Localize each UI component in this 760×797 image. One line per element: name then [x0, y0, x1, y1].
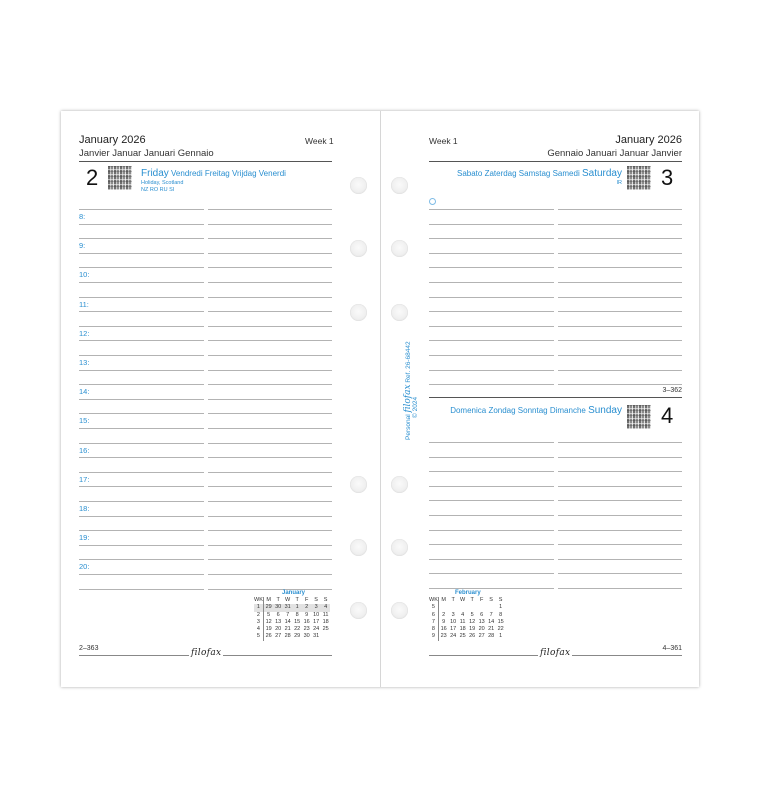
left-week-label: Week 1: [305, 136, 334, 146]
writing-line: [558, 500, 682, 501]
calendar-day-cell: [438, 604, 448, 611]
right-month-title: January 2026: [615, 134, 682, 146]
calendar-day-cell: 9: [442, 618, 446, 625]
calendar-day-cell: 4: [461, 611, 465, 618]
writing-line: [429, 282, 554, 283]
writing-line: [208, 326, 332, 327]
calendar-day-cell: 7: [286, 611, 290, 618]
calendar-week-number: 8: [429, 626, 438, 633]
calendar-header-cell: T: [451, 597, 455, 603]
calendar-header-cell: F: [479, 597, 484, 603]
writing-line: [429, 253, 554, 254]
writing-line: [208, 399, 332, 400]
writing-line: [79, 355, 204, 356]
writing-line: [429, 573, 554, 574]
calendar-day-cell: 26: [469, 633, 476, 640]
calendar-week-number: 3: [254, 619, 263, 626]
writing-line: [79, 384, 204, 385]
writing-line: [558, 573, 682, 574]
calendar-day-cell: 12: [265, 618, 272, 625]
writing-line: [208, 413, 332, 414]
calendar-day-cell: 23: [303, 626, 310, 633]
calendar-day-cell: 11: [459, 618, 466, 625]
calendar-day-cell: 3: [451, 611, 455, 618]
calendar-day-cell: 30: [303, 633, 310, 640]
ring-hole: [391, 304, 408, 321]
writing-line: [558, 224, 682, 225]
writing-line: [558, 297, 682, 298]
writing-line: [208, 297, 332, 298]
calendar-day-cell: 19: [265, 626, 272, 633]
january-mini-calendar-title: January: [282, 590, 306, 596]
writing-line: [79, 399, 204, 400]
day-name-saturday: Sabato Zaterdag Samstag Samedi Saturday: [456, 168, 622, 179]
writing-line: [79, 530, 204, 531]
writing-line: [208, 253, 332, 254]
writing-line: [208, 574, 332, 575]
writing-line: [79, 589, 204, 590]
qr-code-icon: [108, 166, 132, 190]
day-number-saturday: 3: [661, 165, 674, 190]
writing-line: [79, 457, 204, 458]
ring-hole: [350, 177, 367, 194]
calendar-day-cell: 1: [499, 633, 503, 640]
writing-line: [429, 500, 554, 501]
writing-line: [429, 442, 554, 443]
calendar-day-cell: 17: [313, 618, 320, 625]
hour-label: 20:: [79, 562, 90, 571]
calendar-day-cell: 26: [265, 633, 272, 640]
calendar-header-cell: S: [489, 597, 493, 603]
writing-line: [79, 253, 204, 254]
calendar-day-cell: 16: [440, 626, 447, 633]
writing-line: [208, 282, 332, 283]
calendar-day-cell: 2: [442, 611, 446, 618]
calendar-day-cell: 14: [284, 618, 291, 625]
ring-hole: [391, 602, 408, 619]
saturday-page-code: 3–362: [662, 387, 682, 394]
writing-line: [558, 457, 682, 458]
hour-label: 18:: [79, 504, 90, 513]
calendar-header-cell: W: [285, 597, 291, 603]
weekend-divider-rule: [429, 397, 682, 398]
writing-line: [429, 209, 554, 210]
writing-line: [208, 472, 332, 473]
february-mini-calendar-title: February: [455, 590, 481, 596]
calendar-day-cell: 11: [322, 611, 329, 618]
writing-line: [208, 238, 332, 239]
writing-line: [558, 442, 682, 443]
writing-line: [79, 428, 204, 429]
right-header-rule: [429, 161, 682, 162]
writing-line: [558, 515, 682, 516]
right-page-code: 4–361: [662, 645, 682, 652]
writing-line: [79, 267, 204, 268]
writing-line: [208, 501, 332, 502]
writing-line: [429, 486, 554, 487]
calendar-week-number: 2: [254, 612, 263, 619]
calendar-day-cell: 29: [294, 633, 301, 640]
hour-label: 17:: [79, 475, 90, 484]
ring-hole: [391, 240, 408, 257]
writing-line: [79, 501, 204, 502]
calendar-header-cell: M: [266, 597, 271, 603]
writing-line: [429, 340, 554, 341]
left-header-rule: [79, 161, 332, 162]
writing-line: [429, 457, 554, 458]
ring-hole: [391, 539, 408, 556]
calendar-day-cell: 13: [275, 618, 282, 625]
calendar-day-cell: 4: [321, 604, 331, 611]
writing-line: [208, 340, 332, 341]
writing-line: [429, 370, 554, 371]
writing-line: [558, 384, 682, 385]
writing-line: [558, 282, 682, 283]
writing-line: [208, 589, 332, 590]
calendar-header-cell: S: [498, 597, 503, 603]
writing-line: [429, 588, 554, 589]
day-name-sunday: Domenica Zondag Sonntag Dimanche Sunday: [450, 405, 622, 416]
calendar-header-cell: S: [323, 597, 328, 603]
calendar-day-cell: 8: [295, 611, 299, 618]
calendar-day-cell: 2: [302, 604, 312, 611]
writing-line: [429, 311, 554, 312]
writing-line: [558, 267, 682, 268]
writing-line: [208, 224, 332, 225]
calendar-day-cell: 1: [499, 604, 503, 611]
calendar-day-cell: [467, 604, 477, 611]
writing-line: [208, 355, 332, 356]
calendar-week-number: 6: [429, 612, 438, 619]
calendar-header-cell: WK: [429, 597, 438, 603]
calendar-header-cell: F: [304, 597, 309, 603]
calendar-week-number: 7: [429, 619, 438, 626]
calendar-day-cell: 23: [440, 633, 447, 640]
calendar-day-cell: 19: [469, 626, 476, 633]
writing-line: [558, 355, 682, 356]
day-number-friday: 2: [86, 165, 99, 190]
ring-hole: [350, 304, 367, 321]
calendar-day-cell: 24: [313, 626, 320, 633]
calendar-week-number: 5: [429, 604, 438, 611]
hour-label: 16:: [79, 446, 90, 455]
writing-line: [79, 340, 204, 341]
calendar-day-cell: 27: [275, 633, 282, 640]
calendar-week-number: 1: [254, 604, 263, 611]
writing-line: [429, 355, 554, 356]
calendar-day-cell: 21: [284, 626, 291, 633]
writing-line: [208, 428, 332, 429]
ring-hole: [350, 539, 367, 556]
right-month-translations: Gennaio Januari Januar Janvier: [547, 148, 682, 159]
calendar-day-cell: 3: [311, 604, 321, 611]
writing-line: [208, 443, 332, 444]
hour-label: 12:: [79, 329, 90, 338]
calendar-day-cell: 30: [275, 604, 282, 611]
ring-hole: [350, 240, 367, 257]
calendar-header-cell: S: [314, 597, 318, 603]
writing-line: [429, 559, 554, 560]
calendar-day-cell: 31: [313, 633, 320, 640]
saturday-regions: IR: [616, 180, 622, 186]
calendar-day-cell: 25: [322, 626, 329, 633]
writing-line: [208, 486, 332, 487]
january-mini-calendar: [254, 597, 330, 641]
holiday-note: Holiday, Scotland: [141, 180, 184, 186]
calendar-day-cell: 6: [480, 611, 484, 618]
filofax-logo: filofax: [540, 648, 571, 658]
calendar-header-cell: M: [441, 597, 446, 603]
calendar-day-cell: 17: [450, 626, 457, 633]
writing-line: [79, 545, 204, 546]
writing-line: [558, 559, 682, 560]
calendar-header-cell: T: [276, 597, 280, 603]
writing-line: [429, 297, 554, 298]
calendar-day-cell: 20: [478, 626, 485, 633]
writing-line: [79, 209, 204, 210]
calendar-week-number: 4: [254, 626, 263, 633]
writing-line: [429, 267, 554, 268]
calendar-day-cell: 7: [489, 611, 493, 618]
writing-line: [558, 209, 682, 210]
writing-line: [558, 588, 682, 589]
writing-line: [208, 559, 332, 560]
qr-code-icon: [627, 166, 651, 190]
writing-line: [558, 326, 682, 327]
calendar-day-cell: [458, 604, 468, 611]
calendar-day-cell: 28: [284, 633, 291, 640]
writing-line: [558, 311, 682, 312]
qr-code-icon: [627, 405, 651, 429]
writing-line: [429, 515, 554, 516]
ring-hole: [350, 602, 367, 619]
writing-line: [558, 370, 682, 371]
calendar-day-cell: 16: [303, 618, 310, 625]
holiday-regions: NZ RO RU SI: [141, 187, 175, 193]
calendar-day-cell: 12: [469, 618, 476, 625]
filofax-logo: filofax: [191, 648, 222, 658]
right-week-label: Week 1: [429, 136, 458, 146]
calendar-day-cell: 22: [497, 626, 504, 633]
calendar-header-cell: WK: [254, 597, 263, 603]
spine-imprint: Personal filofax Ref. 26-68442: [403, 341, 413, 440]
day-name-friday: Friday Vendredi Freitag Vrijdag Venerdi: [141, 168, 286, 179]
writing-line: [208, 457, 332, 458]
calendar-day-cell: 1: [292, 604, 302, 611]
calendar-day-cell: 21: [488, 626, 495, 633]
calendar-day-cell: 8: [499, 611, 503, 618]
calendar-week-number: 9: [429, 633, 438, 640]
writing-line: [558, 530, 682, 531]
calendar-day-cell: 10: [450, 618, 457, 625]
writing-line: [558, 253, 682, 254]
writing-line: [79, 559, 204, 560]
hour-label: 14:: [79, 387, 90, 396]
calendar-header-cell: T: [295, 597, 299, 603]
calendar-day-cell: 5: [267, 611, 271, 618]
calendar-day-cell: 31: [284, 604, 291, 611]
calendar-day-cell: 5: [470, 611, 474, 618]
left-page-code: 2–363: [79, 645, 99, 652]
ring-hole: [391, 177, 408, 194]
hour-label: 9:: [79, 241, 86, 250]
writing-line: [79, 486, 204, 487]
writing-line: [429, 471, 554, 472]
day-number-sunday: 4: [661, 403, 674, 428]
writing-line: [208, 267, 332, 268]
calendar-day-cell: [448, 604, 458, 611]
calendar-day-cell: [486, 604, 496, 611]
writing-line: [208, 516, 332, 517]
hour-label: 19:: [79, 533, 90, 542]
ring-hole: [350, 476, 367, 493]
calendar-day-cell: 13: [478, 618, 485, 625]
writing-line: [558, 544, 682, 545]
hour-label: 8:: [79, 212, 86, 221]
calendar-day-cell: 29: [263, 604, 273, 611]
hour-label: 13:: [79, 358, 90, 367]
circle-marker-icon: [429, 198, 436, 205]
left-month-translations: Janvier Januar Januari Gennaio: [79, 148, 214, 159]
spine-copyright: © 2024: [412, 396, 419, 418]
hour-label: 15:: [79, 416, 90, 425]
calendar-day-cell: 15: [294, 618, 301, 625]
writing-line: [558, 471, 682, 472]
writing-line: [79, 238, 204, 239]
calendar-header-cell: T: [470, 597, 474, 603]
writing-line: [79, 472, 204, 473]
calendar-day-cell: 25: [459, 633, 466, 640]
calendar-day-cell: 18: [322, 618, 329, 625]
writing-line: [79, 574, 204, 575]
writing-line: [79, 413, 204, 414]
calendar-day-cell: [321, 633, 331, 640]
calendar-day-cell: 24: [450, 633, 457, 640]
writing-line: [208, 209, 332, 210]
writing-line: [208, 311, 332, 312]
calendar-day-cell: 15: [497, 618, 504, 625]
writing-line: [79, 443, 204, 444]
writing-line: [429, 224, 554, 225]
writing-line: [429, 544, 554, 545]
writing-line: [208, 530, 332, 531]
writing-line: [558, 238, 682, 239]
calendar-week-number: 5: [254, 633, 263, 640]
writing-line: [79, 311, 204, 312]
writing-line: [79, 516, 204, 517]
calendar-day-cell: 10: [313, 611, 320, 618]
writing-line: [208, 384, 332, 385]
writing-line: [558, 486, 682, 487]
writing-line: [79, 297, 204, 298]
hour-label: 10:: [79, 270, 90, 279]
writing-line: [79, 326, 204, 327]
calendar-day-cell: 9: [305, 611, 309, 618]
calendar-day-cell: 14: [488, 618, 495, 625]
calendar-day-cell: 28: [488, 633, 495, 640]
writing-line: [429, 238, 554, 239]
left-month-title: January 2026: [79, 134, 146, 146]
calendar-day-cell: 18: [459, 626, 466, 633]
hour-label: 11:: [79, 300, 89, 309]
february-mini-calendar: [429, 597, 505, 641]
ring-hole: [391, 476, 408, 493]
writing-line: [429, 384, 554, 385]
writing-line: [79, 224, 204, 225]
calendar-day-cell: 6: [276, 611, 280, 618]
calendar-day-cell: 27: [478, 633, 485, 640]
calendar-day-cell: 22: [294, 626, 301, 633]
calendar-day-cell: 20: [275, 626, 282, 633]
center-fold: [380, 111, 381, 687]
writing-line: [79, 282, 204, 283]
writing-line: [429, 326, 554, 327]
calendar-day-cell: [477, 604, 487, 611]
writing-line: [558, 340, 682, 341]
writing-line: [208, 545, 332, 546]
writing-line: [79, 370, 204, 371]
writing-line: [208, 370, 332, 371]
writing-line: [429, 530, 554, 531]
calendar-header-cell: W: [460, 597, 466, 603]
